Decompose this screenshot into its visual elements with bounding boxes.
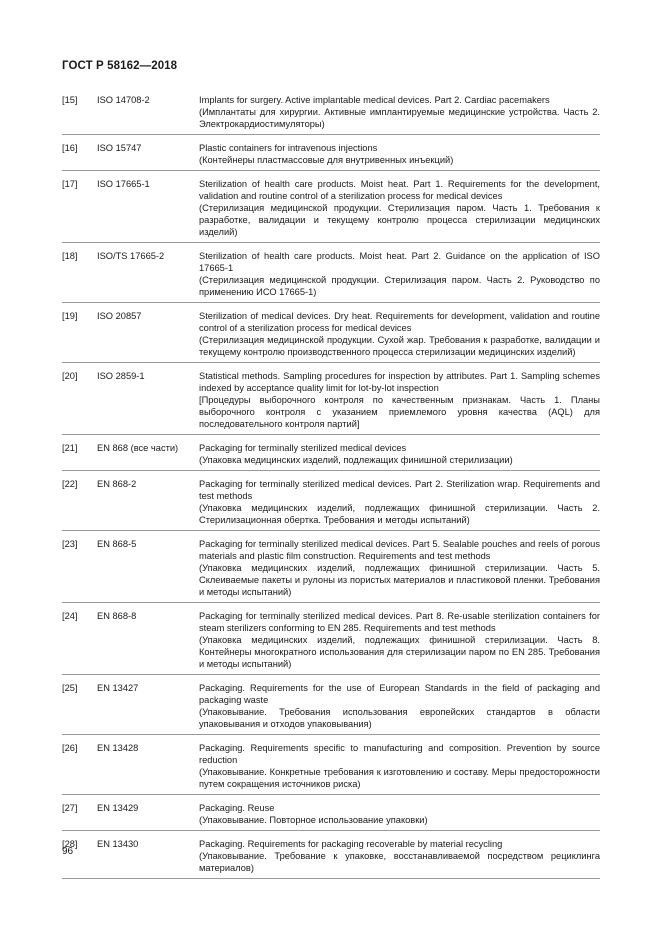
reference-entry — [62, 742, 600, 795]
reference-description — [199, 610, 600, 670]
reference-number: [28] — [62, 839, 78, 849]
standard-code: EN 868-8 — [97, 611, 137, 621]
references-list — [62, 94, 600, 886]
reference-description — [199, 442, 600, 466]
reference-description — [199, 742, 600, 790]
russian-title: (Упаковка медицинских изделий, подлежащих финишной стерилизации. Часть 8. Контейнеры многократного использования для стерилизации паром по EN 285. Требования и методы испытаний) — [199, 635, 600, 669]
standard-code: ISO 2859-1 — [97, 371, 145, 381]
reference-entry — [62, 142, 600, 171]
reference-entry — [62, 310, 600, 363]
english-title: Sterilization of health care products. Moist heat. Part 2. Guidance on the application of ISO 17665-1 — [199, 251, 600, 273]
russian-title: (Имплантаты для хирургии. Активные имплантируемые медицинские устройства. Часть 2. Электрокардиостимуляторы) — [199, 107, 600, 129]
reference-description — [199, 310, 600, 358]
english-title: Statistical methods. Sampling procedures for inspection by attributes. Part 1. Sampling schemes indexed by acceptance quality limit for lot-by-lot inspection — [199, 371, 600, 393]
reference-number: [19] — [62, 311, 78, 321]
standard-code: ISO 17665-1 — [97, 179, 150, 189]
standard-code: EN 13427 — [97, 683, 139, 693]
reference-number: [26] — [62, 743, 78, 753]
russian-title: (Упаковка медицинских изделий, подлежащих финишной стерилизации. Часть 5. Склеиваемые пакеты и рулоны из пористых материалов и пластиковой пленки. Требования и методы испытаний) — [199, 563, 600, 597]
reference-entry — [62, 178, 600, 243]
standard-code: EN 868 (все части) — [97, 443, 179, 453]
reference-description — [199, 538, 600, 598]
reference-number: [18] — [62, 251, 78, 261]
english-title: Packaging. Requirements for the use of European Standards in the field of packaging and packaging waste — [199, 683, 600, 705]
reference-entry — [62, 250, 600, 303]
english-title: Packaging for terminally sterilized medical devices. Part 8. Re-usable sterilization containers for steam sterilizers conforming to EN 285. Requirements and test methods — [199, 611, 600, 633]
reference-description — [199, 478, 600, 526]
english-title: Packaging. Reuse — [199, 803, 275, 813]
english-title: Sterilization of medical devices. Dry heat. Requirements for development, validation and routine control of a sterilization process for medical devices — [199, 311, 600, 333]
reference-number: [25] — [62, 683, 78, 693]
reference-entry — [62, 478, 600, 531]
reference-description — [199, 802, 600, 826]
russian-title: (Контейнеры пластмассовые для внутривенных инъекций) — [199, 155, 454, 165]
document-header: ГОСТ Р 58162—2018 — [62, 60, 178, 72]
reference-number: [20] — [62, 371, 78, 381]
english-title: Packaging. Requirements specific to manufacturing and composition. Prevention by source reduction — [199, 743, 600, 765]
english-title: Packaging. Requirements for packaging recoverable by material recycling — [199, 839, 503, 849]
english-title: Implants for surgery. Active implantable medical devices. Part 2. Cardiac pacemakers — [199, 95, 550, 105]
reference-entry — [62, 94, 600, 135]
reference-description — [199, 370, 600, 430]
page-number: 96 — [62, 846, 74, 857]
reference-description — [199, 94, 600, 130]
standard-code: ISO/TS 17665-2 — [97, 251, 165, 261]
russian-title: (Стерилизация медицинской продукции. Стерилизация паром. Часть 1. Требования к разработке, валидации и текущему контролю процесса стерилизации медицинских изделий) — [199, 203, 600, 237]
reference-entry — [62, 442, 600, 471]
russian-title: (Стерилизация медицинской продукции. Стерилизация паром. Часть 2. Руководство по применению ИСО 17665-1) — [199, 275, 600, 297]
reference-number: [16] — [62, 143, 78, 153]
reference-number: [21] — [62, 443, 78, 453]
reference-number: [22] — [62, 479, 78, 489]
russian-title: (Упаковывание. Конкретные требования к изготовлению и составу. Меры предосторожности путем сокращения источников риска) — [199, 767, 600, 789]
reference-entry — [62, 838, 600, 879]
english-title: Packaging for terminally sterilized medical devices — [199, 443, 407, 453]
reference-description — [199, 682, 600, 730]
english-title: Sterilization of health care products. Moist heat. Part 1. Requirements for the development, validation and routine control of a sterilization process for medical devices — [199, 179, 600, 201]
russian-title: (Упаковывание. Требование к упаковке, восстанавливаемой посредством рециклинга материалов) — [199, 851, 600, 873]
reference-entry — [62, 610, 600, 675]
reference-entry — [62, 682, 600, 735]
standard-code: ISO 14708-2 — [97, 95, 150, 105]
russian-title: (Упаковывание. Повторное использование упаковки) — [199, 815, 428, 825]
standard-code: EN 868-5 — [97, 539, 137, 549]
standard-code: EN 13430 — [97, 839, 139, 849]
standard-code: ISO 15747 — [97, 143, 142, 153]
russian-title: (Упаковывание. Требования использования европейских стандартов в области упаковывания и отходов упаковывания) — [199, 707, 600, 729]
standard-code: EN 868-2 — [97, 479, 137, 489]
english-title: Plastic containers for intravenous injections — [199, 143, 378, 153]
reference-description — [199, 142, 600, 166]
reference-entry — [62, 802, 600, 831]
reference-number: [27] — [62, 803, 78, 813]
russian-title: (Упаковка медицинских изделий, подлежащих финишной стерилизации) — [199, 455, 513, 465]
reference-number: [23] — [62, 539, 78, 549]
reference-entry — [62, 370, 600, 435]
reference-number: [17] — [62, 179, 78, 189]
reference-number: [24] — [62, 611, 78, 621]
russian-title: (Упаковка медицинских изделий, подлежащих финишной стерилизации. Часть 2. Стерилизационная обертка. Требования и методы испытаний) — [199, 503, 600, 525]
reference-description — [199, 838, 600, 874]
standard-code: ISO 20857 — [97, 311, 142, 321]
english-title: Packaging for terminally sterilized medical devices. Part 2. Sterilization wrap. Requirements and test methods — [199, 479, 600, 501]
english-title: Packaging for terminally sterilized medical devices. Part 5. Sealable pouches and reels of porous materials and plastic film construction. Requirements and test methods — [199, 539, 600, 561]
reference-number: [15] — [62, 95, 78, 105]
standard-code: EN 13428 — [97, 743, 139, 753]
russian-title: [Процедуры выборочного контроля по качественным признакам. Часть 1. Планы выборочного контроля с указанием приемлемого уровня качества (AQL) для последовательного контроля партий] — [199, 395, 600, 429]
reference-description — [199, 178, 600, 238]
reference-entry — [62, 538, 600, 603]
reference-description — [199, 250, 600, 298]
standard-code: EN 13429 — [97, 803, 139, 813]
russian-title: (Стерилизация медицинской продукции. Сухой жар. Требования к разработке, валидации и текущему контролю производственного процесса стерилизации медицинских изделий) — [199, 335, 600, 357]
